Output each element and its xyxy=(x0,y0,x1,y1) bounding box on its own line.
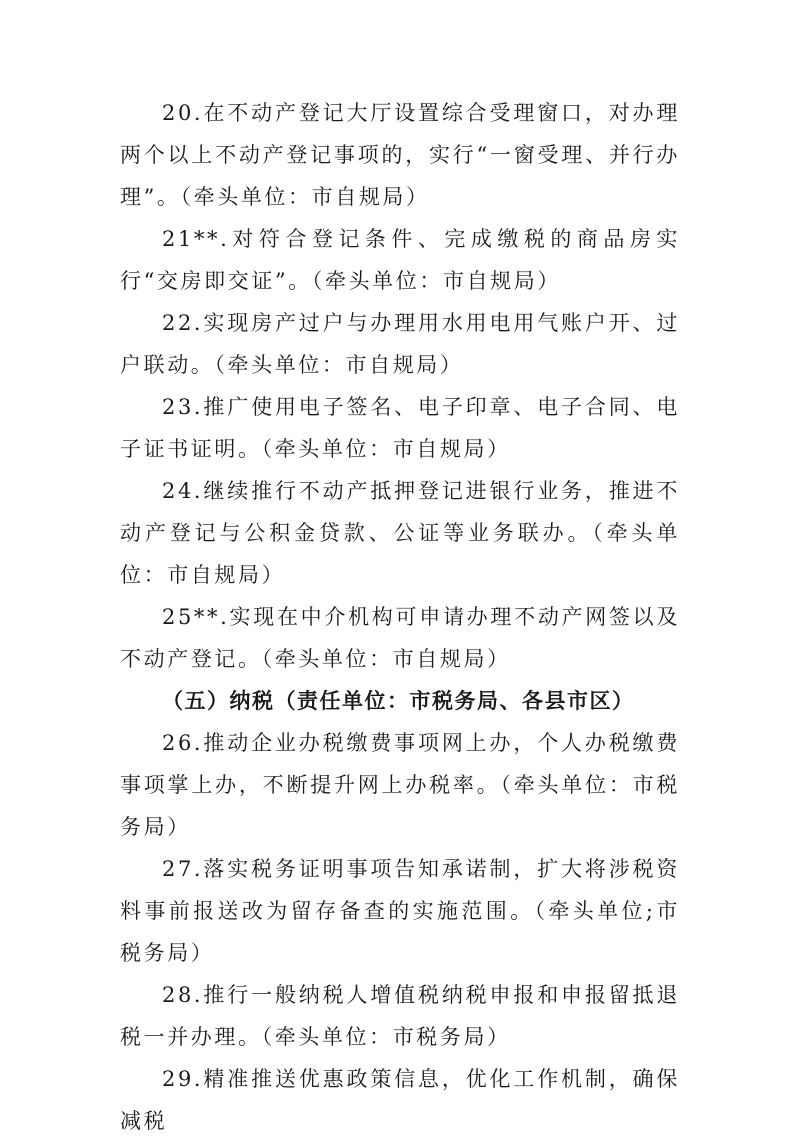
paragraph-item-29: 29.精准推送优惠政策信息，优化工作机制，确保减税 xyxy=(120,1067,680,1133)
paragraph-item-20: 20.在不动产登记大厅设置综合受理窗口，对办理两个以上不动产登记事项的，实行“一窗受理、并行办理”。（牵头单位：市自规局） xyxy=(120,101,680,209)
document-body xyxy=(120,92,680,1142)
paragraph-item-28: 28.推行一般纳税人增值税纳税申报和申报留抵退税一并办理。（牵头单位：市税务局） xyxy=(120,983,680,1049)
paragraph-item-21: 21**.对符合登记条件、完成缴税的商品房实行“交房即交证”。（牵头单位：市自规局） xyxy=(120,227,680,293)
paragraph-item-24: 24.继续推行不动产抵押登记进银行业务，推进不动产登记与公积金贷款、公证等业务联办。（牵头单位：市自规局） xyxy=(120,479,680,587)
paragraph-item-27: 27.落实税务证明事项告知承诺制，扩大将涉税资料事前报送改为留存备查的实施范围。（牵头单位;市税务局） xyxy=(120,857,680,965)
paragraph-item-22: 22.实现房产过户与办理用水用电用气账户开、过户联动。（牵头单位：市自规局） xyxy=(120,311,680,377)
section-heading-tax: （五）纳税（责任单位：市税务局、各县市区） xyxy=(162,688,635,713)
paragraph-item-23: 23.推广使用电子签名、电子印章、电子合同、电子证书证明。（牵头单位：市自规局） xyxy=(120,395,680,461)
paragraph-item-26: 26.推动企业办税缴费事项网上办，个人办税缴费事项掌上办，不断提升网上办税率。（牵头单位：市税务局） xyxy=(120,731,680,839)
paragraph-item-25: 25**.实现在中介机构可申请办理不动产网签以及不动产登记。（牵头单位：市自规局） xyxy=(120,605,680,671)
